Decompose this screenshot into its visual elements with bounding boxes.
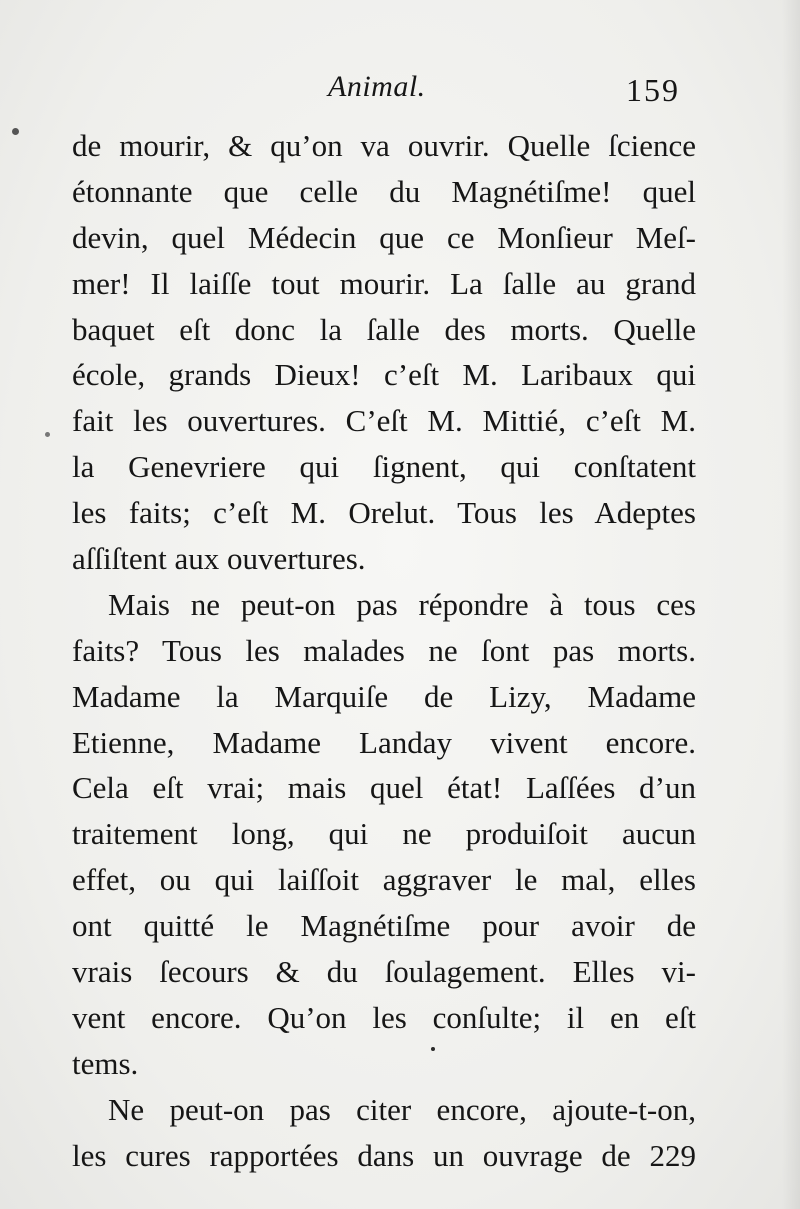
text-line: étonnante que celle du Magnétiſme! quel [72, 173, 696, 209]
body-text [72, 123, 696, 1178]
text-line: Madame la Marquiſe de Lizy, Madame [72, 678, 696, 714]
text-line: Ne peut-on pas citer encore, ajoute-t-on, [108, 1091, 696, 1127]
text-line: aſſiſtent aux ouvertures. [72, 541, 366, 577]
text-line: tems. [72, 1045, 139, 1081]
text-line: devin, quel Médecin que ce Monſieur Meſ- [72, 219, 696, 255]
paper-speck [45, 432, 50, 437]
page-edge-shadow [782, 0, 800, 1209]
text-line: faits? Tous les malades ne ſont pas morts. [72, 632, 696, 668]
text-line: école, grands Dieux! c’eſt M. Laribaux qui [72, 357, 696, 393]
text-line: Cela eſt vrai; mais quel état! Laſſées d’un [72, 770, 696, 806]
text-line: traitement long, qui ne produiſoit aucun [72, 816, 696, 852]
text-line: baquet eſt donc la ſalle des morts. Quelle [72, 311, 696, 347]
text-line: mer! Il laiſſe tout mourir. La ſalle au grand [72, 265, 696, 301]
text-line: vrais ſecours & du ſoulagement. Elles vi- [72, 954, 696, 990]
text-line: fait les ouvertures. C’eſt M. Mittié, c’eſt M. [72, 403, 696, 439]
paper-speck [12, 128, 19, 135]
text-line: les faits; c’eſt M. Orelut. Tous les Adeptes [72, 495, 696, 531]
running-title: Animal. [328, 70, 426, 103]
text-line: ont quitté le Magnétiſme pour avoir de [72, 908, 696, 944]
text-line: vent encore. Qu’on les conſulte; il en eſt [72, 999, 696, 1035]
text-line: les cures rapportées dans un ouvrage de 229 [72, 1137, 696, 1173]
text-line: Mais ne peut-on pas répondre à tous ces [108, 586, 696, 622]
text-line: la Genevriere qui ſignent, qui conſtatent [72, 449, 696, 485]
page-header [0, 70, 800, 114]
text-line: effet, ou qui laiſſoit aggraver le mal, elles [72, 862, 696, 898]
text-line: Etienne, Madame Landay vivent encore. [72, 724, 696, 760]
text-line: de mourir, & qu’on va ouvrir. Quelle ſcience [72, 128, 696, 163]
page-number: 159 [626, 72, 680, 108]
